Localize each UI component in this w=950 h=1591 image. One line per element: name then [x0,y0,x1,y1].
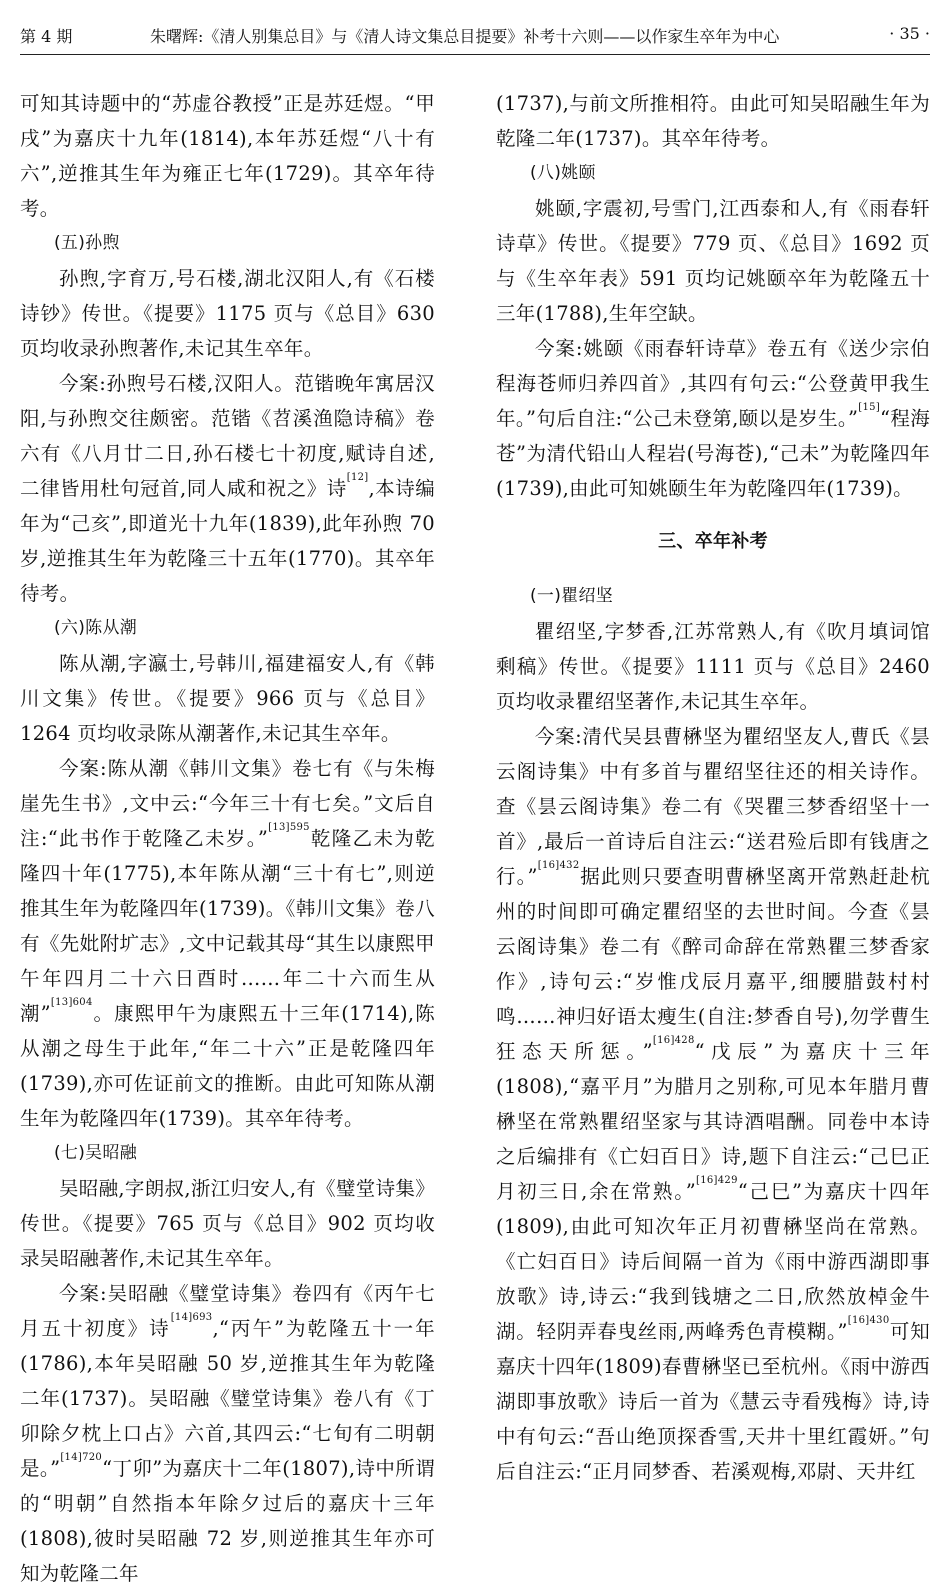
section-heading: 三、卒年补考 [658,531,768,552]
left-column [20,86,435,1591]
subsection-heading: (五)孙煦 [54,233,120,253]
citation: [15] [858,402,881,413]
subsection-heading: (六)陈从潮 [54,618,138,638]
citation: [16]429 [696,1175,738,1186]
paragraph [20,751,435,1136]
citation: [13]595 [268,822,310,833]
text-run: 今案:姚颐《雨春轩诗草》卷五有《送少宗伯程海苍师归养四首》,其四有句云:“公登黄甲我生年。”句后自注:“公己未登第,颐以是岁生。” [496,337,930,430]
issue-number: 第 4 期 [20,27,73,46]
running-title: 朱曙辉:《清人别集总目》与《清人诗文集总目提要》补考十六则——以作家生卒年为中心 [150,27,780,46]
text-run: “丁卯”为嘉庆十二年(1807),诗中所谓的“明朝”自然指本年除夕过后的嘉庆十三年(1808),彼时吴昭融 72 岁,则逆推其生年亦可知为乾隆二年 [20,1457,435,1585]
page-number: · 35 · [889,24,930,43]
text-run: 乾隆乙未为乾隆四十年(1775),本年陈从潮“三十有七”,则逆推其生年为乾隆四年(1739)。《韩川文集》卷八有《先妣附圹志》,文中记载其母“其生以康熙甲午年四月二十六日酉时……年二十六而生从潮” [20,827,435,1025]
paragraph: 吴昭融,字朗叔,浙江归安人,有《璧堂诗集》传世。《提要》765 页与《总目》902 页均收录吴昭融著作,未记其生卒年。 [20,1177,435,1270]
subsection-heading: (七)吴昭融 [54,1143,138,1163]
text-run: 今案:吴昭融《璧堂诗集》卷四有《丙午七月五十初度》诗 [20,1282,435,1340]
text-run: ,本诗编年为“己亥”,即道光十九年(1839),此年孙煦 70 岁,逆推其生年为乾隆三十五年(1770)。其卒年待考。 [20,477,435,605]
paragraph: 陈从潮,字瀛士,号韩川,福建福安人,有《韩川文集》传世。《提要》966 页与《总目》1264 页均收录陈从潮著作,未记其生卒年。 [20,652,435,745]
subsection-heading: (八)姚颐 [530,163,596,183]
citation: [16]432 [537,860,580,871]
text-run: 据此则只要查明曹楙坚离开常熟赶赴杭州的时间即可确定瞿绍坚的去世时间。今查《昙云阁诗集》卷二有《醉司命辞在常熟瞿三梦香家作》,诗句云:“岁惟戊辰月嘉平,细腰腊鼓村村鸣……神归好语太瘦生(自注:梦香自号),勿学曹生狂态天所惩。” [496,865,930,1063]
paragraph: 姚颐,字震初,号雪门,江西泰和人,有《雨春轩诗草》传世。《提要》779 页、《总目》1692 页与《生卒年表》591 页均记姚颐卒年为乾隆五十三年(1788),生年空缺。 [496,197,930,325]
paragraph: (1737),与前文所推相符。由此可知吴昭融生年为乾隆二年(1737)。其卒年待考。 [496,92,930,150]
text-run: “程海苍”为清代铅山人程岩(号海苍),“己未”为乾隆四年(1739),由此可知姚颐生年为乾隆四年(1739)。 [496,407,931,500]
paragraph [496,719,930,1489]
paragraph [20,1276,435,1591]
citation: [14]693 [170,1312,213,1323]
citation: [12] [346,472,369,483]
text-run: ,“丙午”为乾隆五十一年(1786),本年吴昭融 50 岁,逆推其生年为乾隆二年(1737)。吴昭融《璧堂诗集》卷八有《丁卯除夕枕上口占》六首,其四云:“七旬有二明朝是。” [20,1317,435,1480]
right-column [496,86,930,1489]
paragraph [496,331,930,506]
citation: [13]604 [50,997,93,1008]
text-run: 今案:陈从潮《韩川文集》卷七有《与朱梅崖先生书》,文中云:“今年三十有七矣。”文后自注:“此书作于乾隆乙未岁。” [20,757,435,850]
citation: [16]428 [652,1035,695,1046]
paragraph: 瞿绍坚,字梦香,江苏常熟人,有《吹月填词馆剩稿》传世。《提要》1111 页与《总目》2460 页均收录瞿绍坚著作,未记其生卒年。 [496,620,930,713]
text-run: 今案:清代吴县曹楙坚为瞿绍坚友人,曹氏《昙云阁诗集》中有多首与瞿绍坚往还的相关诗作。查《昙云阁诗集》卷二有《哭瞿三梦香绍坚十一首》,最后一首诗后自注云:“送君殓后即有钱唐之行。” [496,725,930,888]
paragraph: 孙煦,字育万,号石楼,湖北汉阳人,有《石楼诗钞》传世。《提要》1175 页与《总目》630 页均收录孙煦著作,未记其生卒年。 [20,267,435,360]
running-header [20,12,930,55]
subsection-heading: (一)瞿绍坚 [530,586,614,606]
paragraph [20,366,435,611]
text-run: 。康熙甲午为康熙五十三年(1714),陈从潮之母生于此年,“年二十六”正是乾隆四年(1739),亦可佐证前文的推断。由此可知陈从潮生年为乾隆四年(1739)。其卒年待考。 [20,1002,435,1130]
text-run: 今案:孙煦号石楼,汉阳人。范锴晚年寓居汉阳,与孙煦交往颇密。范锴《苕溪渔隐诗稿》卷六有《八月廿二日,孙石楼七十初度,赋诗自述,二律皆用杜句冠首,同人咸和祝之》诗 [20,372,435,500]
citation: [14]720 [60,1452,103,1463]
text-run: “戊辰”为嘉庆十三年(1808),“嘉平月”为腊月之别称,可见本年腊月曹楙坚在常熟瞿绍坚家与其诗酒唱酬。同卷中本诗之后编排有《亡妇百日》诗,题下自注云:“己巳正月初三日,余在常熟。” [496,1040,930,1203]
paragraph: 可知其诗题中的“苏虚谷教授”正是苏廷煜。“甲戌”为嘉庆十九年(1814),本年苏廷煜“八十有六”,逆推其生年为雍正七年(1729)。其卒年待考。 [20,92,435,220]
text-run: “己巳”为嘉庆十四年(1809),由此可知次年正月初曹楙坚尚在常熟。《亡妇百日》诗后间隔一首为《雨中游西湖即事放歌》诗,诗云:“我到钱塘之二日,欣然放棹金牛湖。轻阴弄春曳丝雨,两峰秀色青模糊。” [496,1180,930,1343]
citation: [16]430 [847,1315,890,1326]
text-run: 可知嘉庆十四年(1809)春曹楙坚已至杭州。《雨中游西湖即事放歌》诗后一首为《慧云寺看残梅》诗,诗中有句云:“吾山绝顶探香雪,天井十里红霞妍。”句后自注云:“正月同梦香、若溪观梅,邓尉、天井红 [496,1320,930,1483]
